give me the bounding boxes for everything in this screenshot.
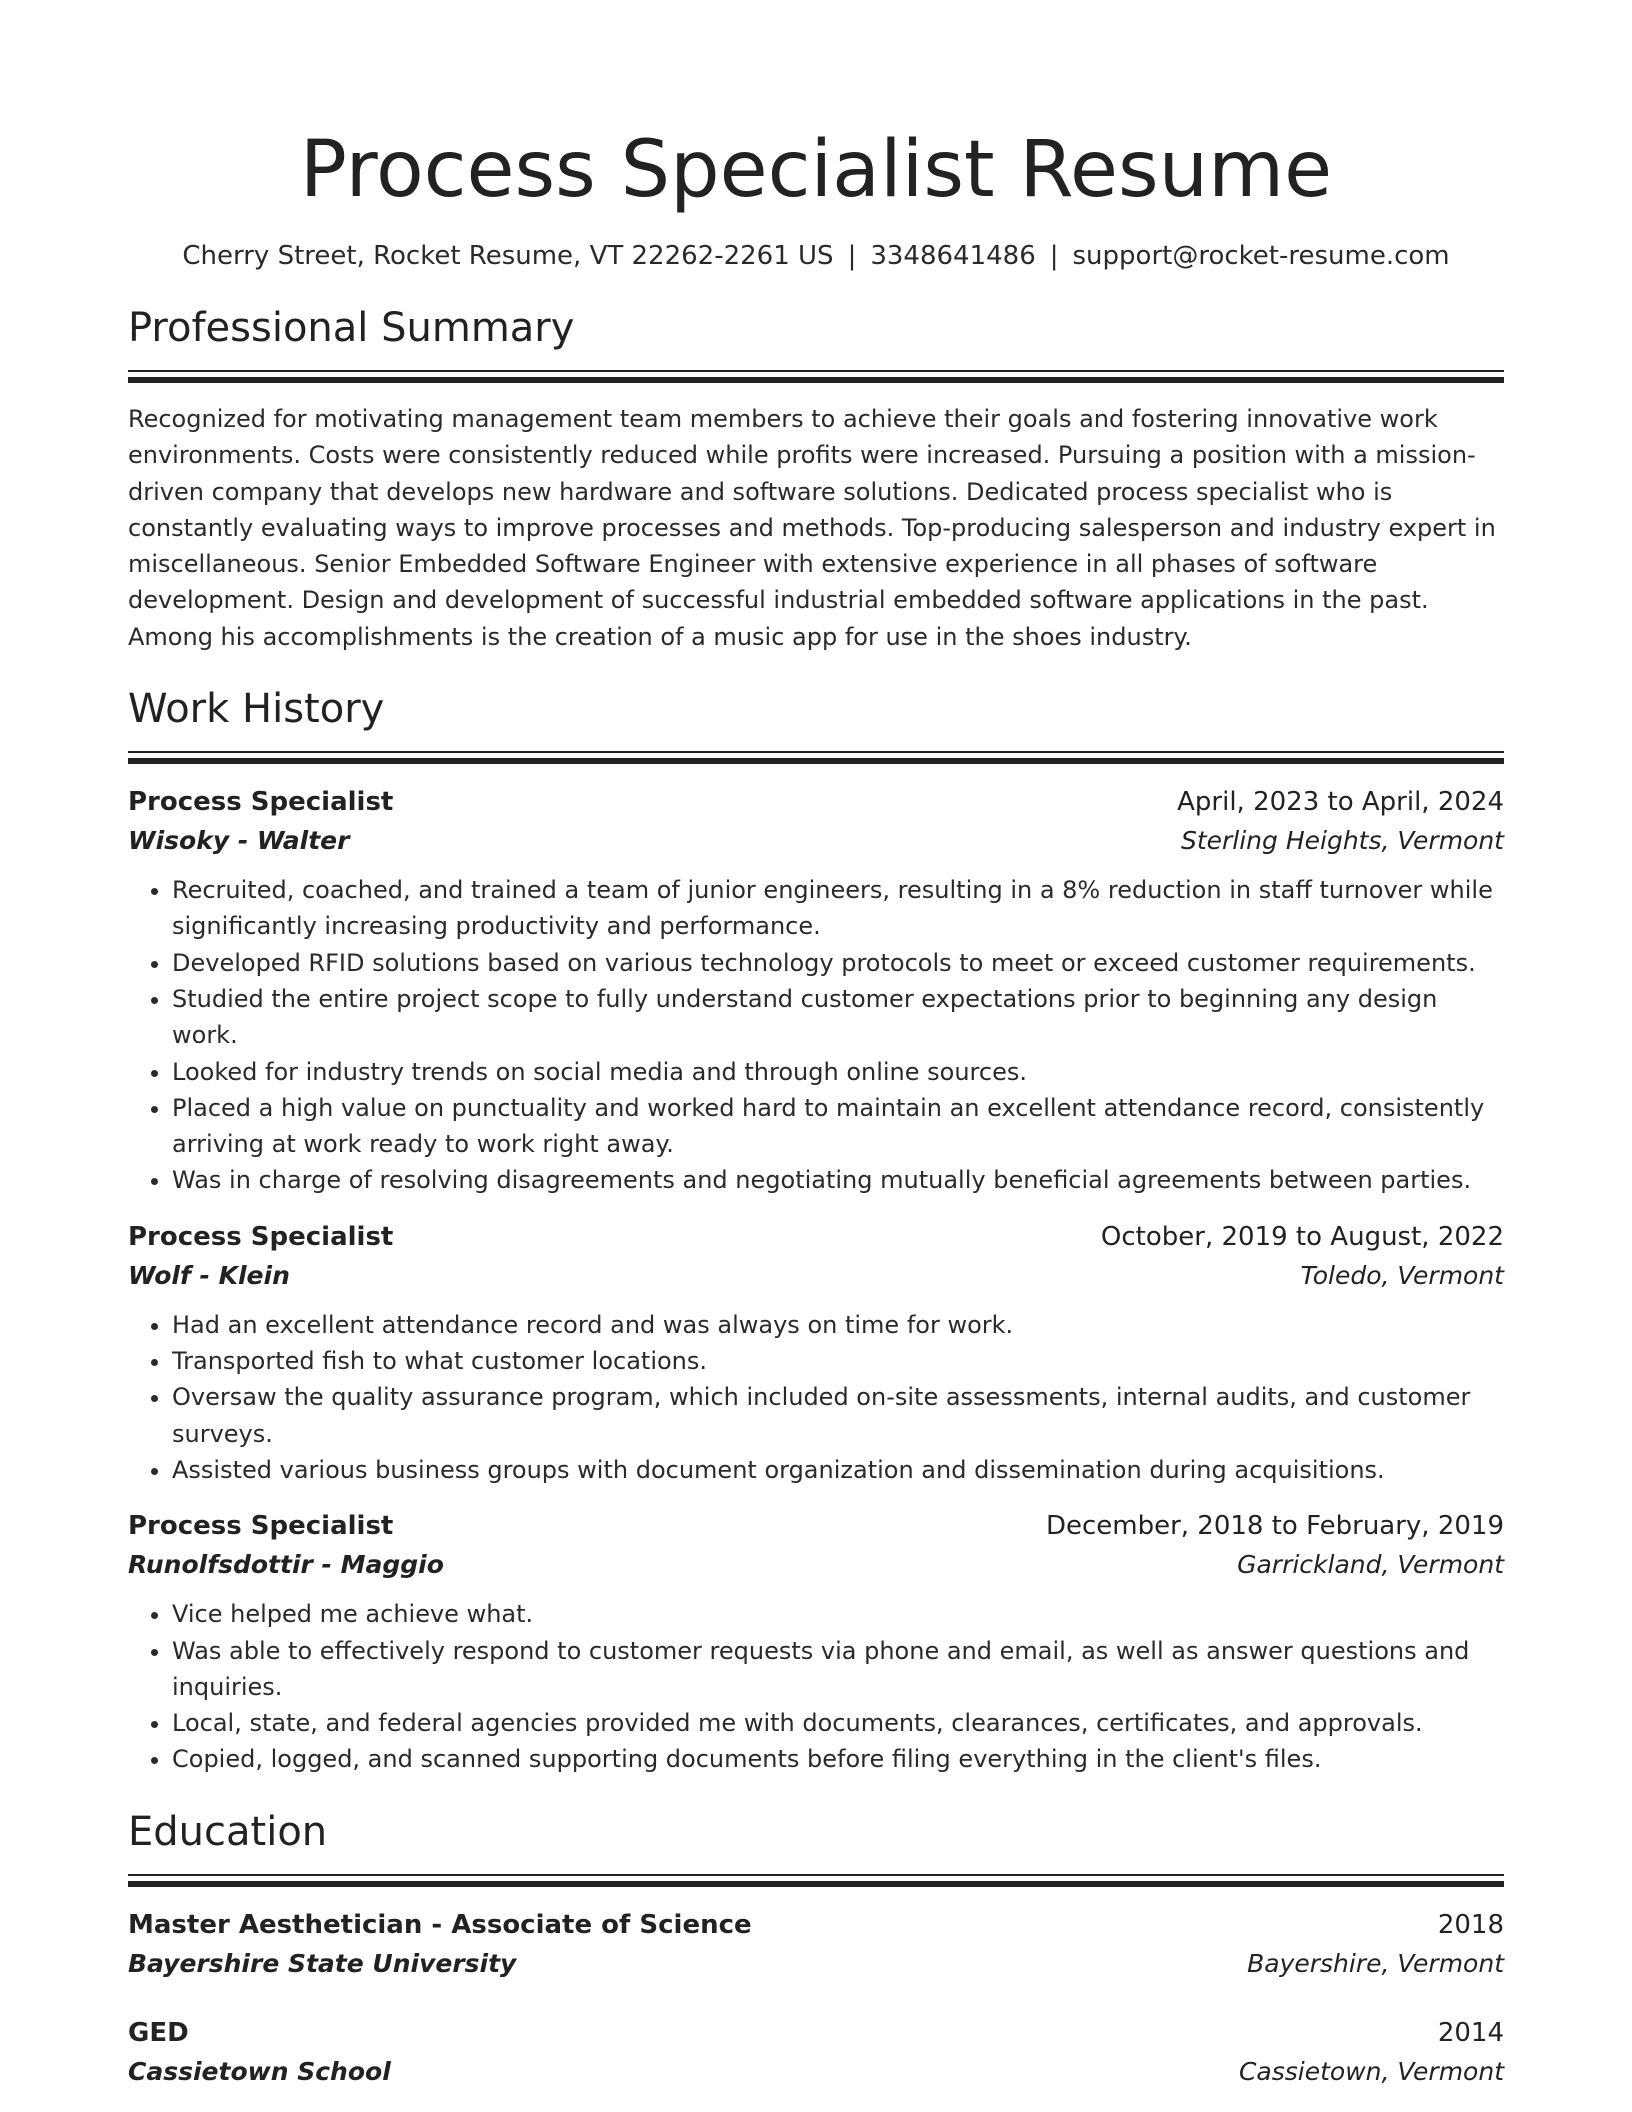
- job-subheader: [128, 822, 1504, 860]
- job-dates: April, 2023 to April, 2024: [1177, 787, 1504, 818]
- job-bullets: [128, 872, 1504, 1199]
- job-employer: Wolf - Klein: [128, 1260, 290, 1290]
- contact-phone: 3348641486: [870, 241, 1036, 271]
- summary-text: Recognized for motivating management team members to achieve their goals and fostering innovative work environments. Costs were consistently reduced while profits were increased. Pursuing a position with a mission-driven company that develops new hardware and software solutions. Dedicated process specialist who is constantly evaluating ways to improve processes and methods. Top-producing salesperson and industry expert in miscellaneous. Senior Embedded Software Engineer with extensive experience in all phases of software development. Design and development of successful industrial embedded software applications in the past. Among his accomplishments is the creation of a music app for use in the shoes industry.: [128, 405, 1496, 651]
- job-entry: [128, 782, 1504, 1199]
- job-bullet: • Assisted various business groups with document organization and dissemination during acquisitions.: [172, 1452, 1504, 1488]
- contact-address: Cherry Street, Rocket Resume, VT 22262-2261 US: [182, 241, 834, 271]
- education-subheader: [128, 1945, 1504, 1983]
- section-divider: [128, 751, 1504, 764]
- education-degree: GED: [128, 2017, 189, 2048]
- job-bullet: • Was in charge of resolving disagreements and negotiating mutually beneficial agreements between parties.: [172, 1162, 1504, 1198]
- job-header: [128, 782, 1504, 822]
- job-bullet: • Looked for industry trends on social media and through online sources.: [172, 1054, 1504, 1090]
- job-location: Toledo, Vermont: [1300, 1260, 1504, 1290]
- education-year: 2014: [1437, 2017, 1504, 2048]
- section-divider: [128, 1874, 1504, 1887]
- contact-email: support@rocket-resume.com: [1072, 241, 1450, 271]
- job-bullets: [128, 1596, 1504, 1777]
- education-year: 2018: [1437, 1909, 1504, 1940]
- summary-section: [128, 300, 1504, 655]
- job-location: Garrickland, Vermont: [1237, 1550, 1504, 1580]
- job-title: Process Specialist: [128, 1511, 394, 1542]
- education-heading: Education: [128, 1808, 328, 1855]
- education-school: Cassietown School: [128, 2056, 391, 2086]
- education-school: Bayershire State University: [128, 1948, 517, 1978]
- contact-separator: |: [1049, 241, 1059, 271]
- education-degree: Master Aesthetician - Associate of Science: [128, 1909, 752, 1940]
- education-location: Bayershire, Vermont: [1247, 1948, 1504, 1978]
- education-header: [128, 1905, 1504, 1945]
- job-header: [128, 1217, 1504, 1257]
- job-bullet: • Developed RFID solutions based on various technology protocols to meet or exceed customer requirements.: [172, 945, 1504, 981]
- page-title: Process Specialist Resume: [299, 125, 1333, 215]
- job-title: Process Specialist: [128, 1221, 394, 1252]
- job-bullet: • Studied the entire project scope to fully understand customer expectations prior to beginning any design work.: [172, 981, 1504, 1054]
- job-bullet: • Recruited, coached, and trained a team of junior engineers, resulting in a 8% reduction in staff turnover while significantly increasing productivity and performance.: [172, 872, 1504, 945]
- job-location: Sterling Heights, Vermont: [1180, 826, 1504, 856]
- job-bullet: • Copied, logged, and scanned supporting documents before filing everything in the client's files.: [172, 1741, 1504, 1777]
- job-entry: [128, 1506, 1504, 1777]
- work-history-heading: Work History: [128, 686, 385, 733]
- job-bullet: • Vice helped me achieve what.: [172, 1596, 1504, 1632]
- job-employer: Wisoky - Walter: [128, 826, 350, 856]
- job-bullet: • Oversaw the quality assurance program, which included on-site assessments, internal audits, and customer surveys.: [172, 1379, 1504, 1452]
- education-entry: [128, 1905, 1504, 1983]
- job-header: [128, 1506, 1504, 1546]
- job-entry: [128, 1217, 1504, 1488]
- job-subheader: [128, 1546, 1504, 1584]
- job-dates: October, 2019 to August, 2022: [1100, 1221, 1504, 1252]
- job-bullet: • Had an excellent attendance record and was always on time for work.: [172, 1307, 1504, 1343]
- job-employer: Runolfsdottir - Maggio: [128, 1550, 444, 1580]
- job-bullet: • Placed a high value on punctuality and worked hard to maintain an excellent attendance record, consistently arriving at work ready to work right away.: [172, 1090, 1504, 1163]
- job-title: Process Specialist: [128, 787, 394, 818]
- contact-separator: |: [847, 241, 857, 271]
- job-bullets: [128, 1307, 1504, 1488]
- job-bullet: • Transported fish to what customer locations.: [172, 1343, 1504, 1379]
- job-bullet: • Local, state, and federal agencies provided me with documents, clearances, certificates, and approvals.: [172, 1705, 1504, 1741]
- section-divider: [128, 370, 1504, 383]
- job-bullet: • Was able to effectively respond to customer requests via phone and email, as well as answer questions and inquiries.: [172, 1633, 1504, 1706]
- education-section: [128, 1804, 1504, 2091]
- summary-heading: Professional Summary: [128, 305, 575, 351]
- work-history-section: [128, 681, 1504, 1778]
- education-entry: [128, 2013, 1504, 2091]
- job-subheader: [128, 1257, 1504, 1295]
- education-header: [128, 2013, 1504, 2053]
- education-location: Cassietown, Vermont: [1238, 2056, 1504, 2086]
- education-subheader: [128, 2053, 1504, 2091]
- contact-line: [128, 238, 1504, 274]
- job-dates: December, 2018 to February, 2019: [1045, 1511, 1504, 1542]
